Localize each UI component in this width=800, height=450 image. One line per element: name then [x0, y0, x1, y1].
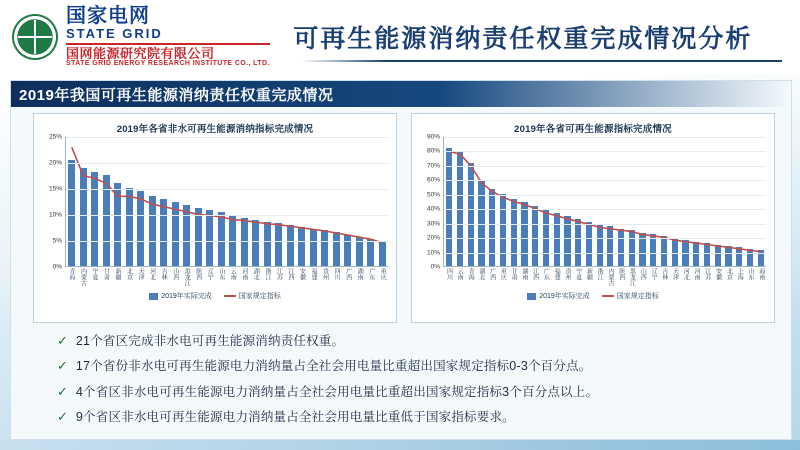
y-tick-label: 50%: [426, 191, 440, 199]
brand-text: [66, 6, 270, 68]
bullet-text: 21个省区完成非水电可再生能源消纳责任权重。: [75, 334, 345, 348]
y-tick-label: 0%: [430, 263, 440, 271]
x-axis-labels: [65, 268, 388, 304]
bullet-item: [57, 409, 757, 425]
x-tick: 湖北: [252, 268, 259, 280]
x-tick: 福建: [310, 268, 317, 280]
bullet-item: [57, 333, 757, 349]
grid-line: [66, 241, 388, 242]
x-tick: 贵州: [563, 268, 570, 280]
chart-title: 2019年各省可再生能源指标完成情况: [514, 124, 672, 135]
x-tick: 广西: [344, 268, 351, 280]
grid-line: [444, 209, 766, 210]
grid-line: [444, 180, 766, 181]
institute-name-en: STATE GRID ENERGY RESEARCH INSTITUTE CO., LTD.: [66, 60, 270, 68]
x-tick: 浙江: [596, 268, 603, 280]
y-tick-label: 90%: [426, 133, 440, 141]
x-tick: 广东: [542, 268, 549, 280]
x-tick: 天津: [137, 268, 144, 280]
brand-logo: [0, 6, 270, 68]
x-tick: 辽宁: [206, 268, 213, 280]
x-tick: 安徽: [714, 268, 721, 280]
x-tick: 江苏: [703, 268, 710, 280]
state-grid-logo-icon: [12, 14, 58, 60]
grid-line: [66, 215, 388, 216]
x-tick: 湖北: [477, 268, 484, 280]
x-tick: 黑龙江: [628, 268, 635, 286]
target-line-series: [444, 137, 766, 266]
x-tick: 河南: [693, 268, 700, 280]
x-tick: 内蒙古: [79, 268, 86, 286]
y-tick-label: 15%: [48, 185, 62, 193]
x-tick: 江西: [531, 268, 538, 280]
x-tick: 河南: [240, 268, 247, 280]
x-tick: 四川: [445, 268, 452, 280]
x-tick: 青海: [67, 268, 74, 280]
brand-divider: [66, 43, 270, 45]
grid-line: [444, 238, 766, 239]
legend-label: 国家规定指标: [616, 293, 659, 300]
x-tick: 辽宁: [650, 268, 657, 280]
check-icon: ✓: [57, 358, 68, 374]
target-line-series: [66, 137, 388, 266]
chart-title: 2019年各省非水可再生能源消纳指标完成情况: [116, 124, 314, 135]
x-tick: 吉林: [160, 268, 167, 280]
plot-canvas: [65, 137, 388, 267]
bullet-text: 17个省份非水电可再生能源电力消纳量占全社会用电量比重超出国家规定指标0-3个百分点。: [75, 359, 592, 374]
y-tick-label: 60%: [426, 176, 440, 184]
grid-line: [444, 224, 766, 225]
x-tick: 河北: [682, 268, 689, 280]
y-tick-label: 30%: [426, 220, 440, 228]
y-tick-label: 10%: [48, 211, 62, 219]
institute-name-cn: 国网能源研究院有限公司: [66, 45, 215, 61]
grid-line: [444, 137, 766, 138]
legend-label: 国家规定指标: [238, 293, 281, 300]
grid-line: [66, 137, 388, 138]
x-tick: 重庆: [379, 268, 386, 280]
x-tick: 湖南: [356, 268, 363, 280]
y-tick-label: 5%: [52, 237, 62, 245]
x-tick: 山西: [639, 268, 646, 280]
grid-line: [66, 163, 388, 164]
x-tick: 福建: [553, 268, 560, 280]
x-tick: 陕西: [194, 268, 201, 280]
bullet-text: 4个省区非水电可再生能源电力消纳量占全社会用电量比重超出国家规定指标3个百分点以上。: [75, 384, 599, 399]
x-tick: 甘肃: [510, 268, 517, 280]
section-title: 2019年我国可再生能源消纳责任权重完成情况: [11, 81, 791, 107]
x-axis-labels: [443, 268, 766, 304]
content-panel: [10, 80, 792, 440]
y-axis: [40, 133, 64, 271]
bullet-list: [57, 333, 757, 434]
header-rule: [300, 60, 782, 62]
brand-name-en: STATE GRID: [66, 26, 163, 42]
x-tick: 海南: [757, 268, 764, 280]
x-tick: 宁夏: [574, 268, 581, 280]
chart-card-total-renewable: [411, 113, 775, 323]
x-tick: 上海: [736, 268, 743, 280]
x-tick: 黑龙江: [183, 268, 190, 286]
x-tick: 北京: [725, 268, 732, 280]
x-tick: 重庆: [499, 268, 506, 280]
x-tick: 山东: [217, 268, 224, 280]
x-tick: 湖南: [520, 268, 527, 280]
y-axis: [418, 133, 442, 271]
x-tick: 新疆: [585, 268, 592, 280]
x-tick: 江西: [287, 268, 293, 280]
chart-card-non-hydro: [33, 113, 397, 323]
x-tick: 广西: [488, 268, 495, 280]
grid-line: [66, 189, 388, 190]
x-tick: 云南: [456, 268, 463, 280]
footer-decoration: [0, 440, 800, 450]
x-tick: 浙江: [263, 268, 270, 280]
x-tick: 天津: [671, 268, 678, 280]
x-tick: 安徽: [298, 268, 305, 280]
y-tick-label: 10%: [426, 249, 440, 257]
x-tick: 山西: [171, 268, 178, 280]
y-tick-label: 25%: [48, 133, 62, 141]
check-icon: ✓: [57, 333, 68, 348]
grid-line: [444, 253, 766, 254]
bullet-item: [57, 384, 757, 400]
y-tick-label: 20%: [426, 234, 440, 242]
y-tick-label: 40%: [426, 205, 440, 213]
page-title: 可再生能源消纳责任权重完成情况分析: [293, 25, 753, 53]
plot-area: [418, 133, 768, 287]
x-tick: 吉林: [660, 268, 667, 280]
x-tick: 新疆: [114, 268, 121, 280]
grid-line: [444, 151, 766, 152]
plot-canvas: [443, 137, 766, 267]
x-tick: 四川: [333, 268, 340, 280]
bullet-text: 9个省区非水电可再生能源电力消纳量占全社会用电量比重低于国家指标要求。: [75, 409, 515, 424]
y-tick-label: 20%: [48, 159, 62, 167]
x-tick: 宁夏: [90, 268, 97, 280]
x-tick: 云南: [229, 268, 236, 280]
x-tick: 青海: [467, 268, 474, 280]
check-icon: ✓: [57, 408, 68, 424]
grid-line: [444, 195, 766, 196]
x-tick: 山东: [746, 268, 753, 280]
charts-row: [33, 113, 775, 323]
x-tick: 江苏: [275, 268, 282, 280]
bullet-item: [57, 358, 757, 374]
x-tick: 陕西: [617, 268, 624, 280]
x-tick: 河北: [148, 268, 155, 280]
x-tick: 内蒙古: [607, 268, 614, 286]
x-tick: 北京: [125, 268, 132, 280]
slide-header: [0, 0, 800, 74]
y-tick-label: 70%: [426, 162, 440, 170]
y-tick-label: 80%: [426, 147, 440, 155]
grid-line: [444, 166, 766, 167]
x-tick: 贵州: [321, 268, 328, 280]
plot-area: [40, 133, 390, 287]
legend-label: 2019年实际完成: [161, 293, 212, 300]
y-tick-label: 0%: [52, 263, 62, 271]
legend-label: 2019年实际完成: [539, 293, 590, 300]
x-tick: 甘肃: [102, 268, 109, 280]
brand-name-cn: 国家电网: [66, 5, 150, 28]
check-icon: ✓: [57, 383, 68, 399]
x-tick: 广东: [367, 268, 374, 280]
